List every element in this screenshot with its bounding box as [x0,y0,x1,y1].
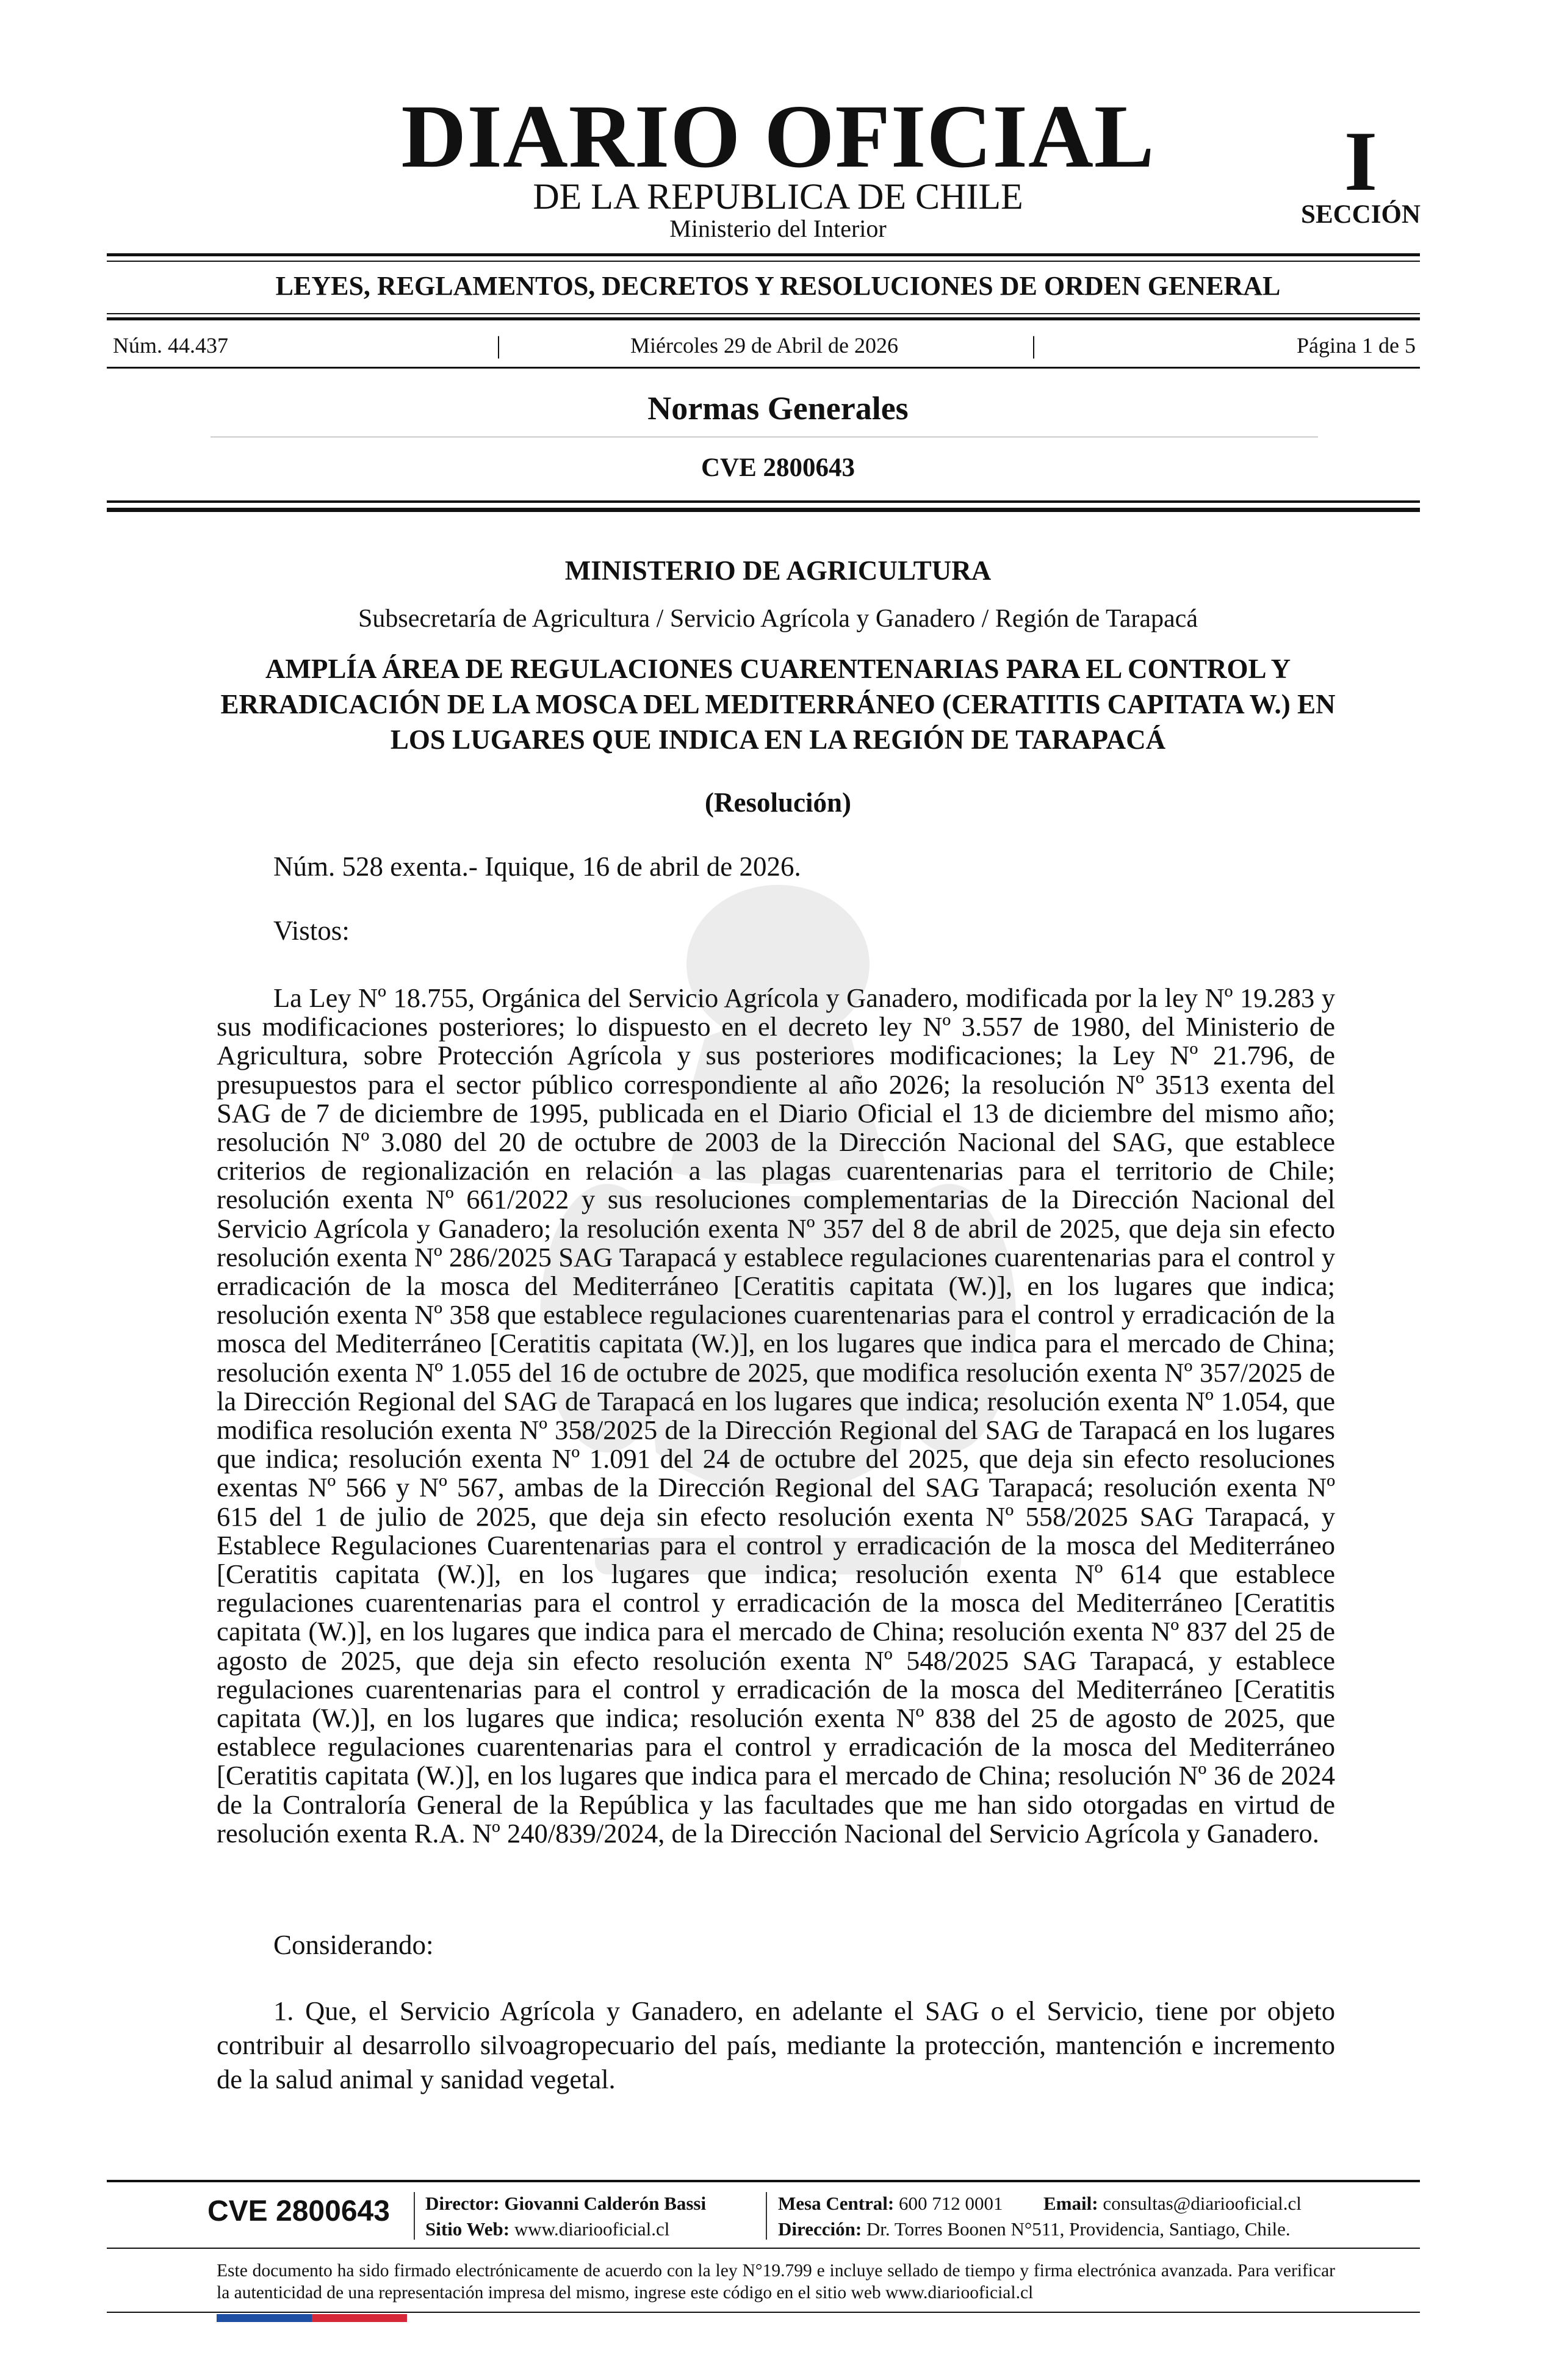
category-heading: LEYES, REGLAMENTOS, DECRETOS Y RESOLUCIONES DE ORDEN GENERAL [275,271,1281,301]
director-label: Director: [425,2193,500,2214]
address-label: Dirección: [778,2218,862,2240]
vistos-paragraph: La Ley Nº 18.755, Orgánica del Servicio Agrícola y Ganadero, modificada por la ley Nº 19.283 y sus modificaciones posteriores; lo dispuesto en el decreto ley Nº 3.557 de 1980, del Ministerio de Agricultura, sobre Protección Agrícola y sus posteriores modificaciones; la Ley Nº 21.796, de presupuestos para el sector público correspondiente al año 2026; la resolución Nº 3513 exenta del SAG de 7 de diciembre de 1995, publicada en el Diario Oficial el 13 de diciembre del mismo año; resolución Nº 3.080 del 20 de octubre de 2003 de la Dirección Nacional del SAG, que establece criterios de regionalización en relación a las plagas cuarentenarias para el territorio de Chile; resolución exenta Nº 661/2022 y sus resoluciones complementarias de la Dirección Nacional del Servicio Agrícola y Ganadero; la resolución exenta Nº 357 del 8 de abril de 2025, que deja sin efecto resolución exenta Nº 286/2025 SAG Tarapacá y establece regulaciones cuarentenarias para el control y erradicación de la mosca del Mediterráneo [Ceratitis capitata (W.)], en los lugares que indica; resolución exenta Nº 358 que establece regulaciones cuarentenarias para el control y erradicación de la mosca del Mediterráneo [Ceratitis capitata (W.)], en los lugares que indica para el mercado de China; resolución exenta Nº 1.055 del 16 de octubre de 2025, que modifica resolución exenta Nº 357/2025 de la Dirección Regional del SAG de Tarapacá en los lugares que indica; resolución exenta Nº 1.054, que modifica resolución exenta Nº 358/2025 de la Dirección Regional del SAG de Tarapacá en los lugares que indica; resolución exenta Nº 1.091 del 24 de octubre del 2025, que deja sin efecto resoluciones exentas Nº 566 y Nº 567, ambas de la Dirección Regional del SAG Tarapacá; resolución exenta Nº 615 del 1 de julio de 2025, que deja sin efecto resolución exenta Nº 558/2025 SAG Tarapacá, y Establece Regulaciones Cuarentenarias para el control y erradicación de la mosca del Mediterráneo [Ceratitis capitata (W.)], en los lugares que indica; resolución exenta Nº 614 que establece regulaciones cuarentenarias para el control y erradicación de la mosca del Mediterráneo [Ceratitis capitata (W.)], en los lugares que indica para el mercado de China; resolución exenta Nº 837 del 25 de agosto de 2025, que deja sin efecto resolución exenta Nº 548/2025 SAG Tarapacá, y establece regulaciones cuarentenarias para el control y erradicación de la mosca del Mediterráneo [Ceratitis capitata (W.)], en los lugares que indica; resolución exenta Nº 838 del 25 de agosto de 2025, que establece regulaciones cuarentenarias para el control y erradicación de la mosca del Mediterráneo [Ceratitis capitata (W.)], en los lugares que indica para el mercado de China; resolución Nº 36 de 2024 de la Contraloría General de la República y las facultades que me han sido otorgadas en virtud de resolución exenta R.A. Nº 240/839/2024, de la Dirección Nacional del Servicio Agrícola y Ganadero. [217,983,1335,1848]
footer-divider [414,2192,415,2240]
issue-separator: | [1031,331,1037,359]
email-link[interactable]: consultas@diariooficial.cl [1103,2193,1302,2214]
header-bottom-rule [107,508,1420,512]
address-value: Dr. Torres Boonen N°511, Providencia, Santiago, Chile. [866,2218,1291,2240]
considerando-heading: Considerando: [273,1930,434,1960]
email-label: Email: [1043,2193,1098,2214]
flag-red-stripe [312,2314,407,2322]
newspaper-title: DIARIO OFICIAL [401,87,1155,187]
document-type-label: (Resolución) [705,787,851,818]
header-bottom-rule [107,500,1420,503]
section-title: Normas Generales [647,390,909,427]
footer-cve-code: CVE 2800643 [207,2195,390,2227]
section-divider [211,436,1318,438]
document-subsecretaria: Subsecretaría de Agricultura / Servicio Agrícola y Ganadero / Región de Tarapacá [358,605,1198,633]
masthead-rule [107,261,1420,262]
footer-email [1043,2194,1302,2213]
phone-number: 600 712 0001 [899,2193,1003,2214]
cve-code: CVE 2800643 [701,453,855,482]
footer-director [425,2194,706,2213]
publisher-ministry: Ministerio del Interior [669,215,887,242]
footer-website [425,2220,669,2238]
resolution-title: AMPLÍA ÁREA DE REGULACIONES CUARENTENARIAS PARA EL CONTROL Y ERRADICACIÓN DE LA MOSCA DEL MEDITERRÁNEO (CERATITIS CAPITATA W.) EN LOS LUGARES QUE INDICA EN LA REGIÓN DE TARAPACÁ [220,654,1336,755]
masthead-rule [107,253,1420,256]
resolution-number-line: Núm. 528 exenta.- Iquique, 16 de abril de 2026. [273,851,801,882]
issue-rule [107,367,1420,369]
issue-date: Miércoles 29 de Abril de 2026 [630,333,898,358]
category-rule [107,313,1420,314]
website-link[interactable]: www.diariooficial.cl [514,2218,670,2240]
footer-rule [107,2248,1420,2249]
footer-address [778,2220,1291,2238]
footer-divider [766,2192,767,2240]
phone-label: Mesa Central: [778,2193,895,2214]
section-label: SECCIÓN [1301,200,1421,229]
issue-separator: | [496,331,502,359]
issue-number: Núm. 44.437 [113,333,228,358]
footer-phone [778,2194,1003,2213]
category-rule [107,317,1420,320]
website-label: Sitio Web: [425,2218,510,2240]
flag-blue-stripe [217,2314,312,2322]
footer-rule [107,2312,1420,2313]
footer-rule [107,2180,1420,2182]
document-ministry: MINISTERIO DE AGRICULTURA [564,555,992,586]
newspaper-subtitle: DE LA REPUBLICA DE CHILE [533,176,1023,217]
flag-color-bar [217,2314,407,2322]
director-name: Giovanni Calderón Bassi [504,2193,707,2214]
page-indicator: Página 1 de 5 [1297,333,1416,358]
vistos-heading: Vistos: [273,915,350,946]
section-number: I [1344,114,1378,209]
footer-signature-note: Este documento ha sido firmado electrónicamente de acuerdo con la ley N°19.799 e incluye sellado de tiempo y firma electrónica avanzada. Para verificar la autenticidad de una representación impresa del mismo, ingrese este código en el sitio web www.diariooficial.cl [217,2261,1335,2302]
considerando-paragraph: 1. Que, el Servicio Agrícola y Ganadero, en adelante el SAG o el Servicio, tiene por objeto contribuir al desarrollo silvoagropecuario del país, mediante la protección, mantención e incremento de la salud animal y sanidad vegetal. [217,1996,1335,2094]
